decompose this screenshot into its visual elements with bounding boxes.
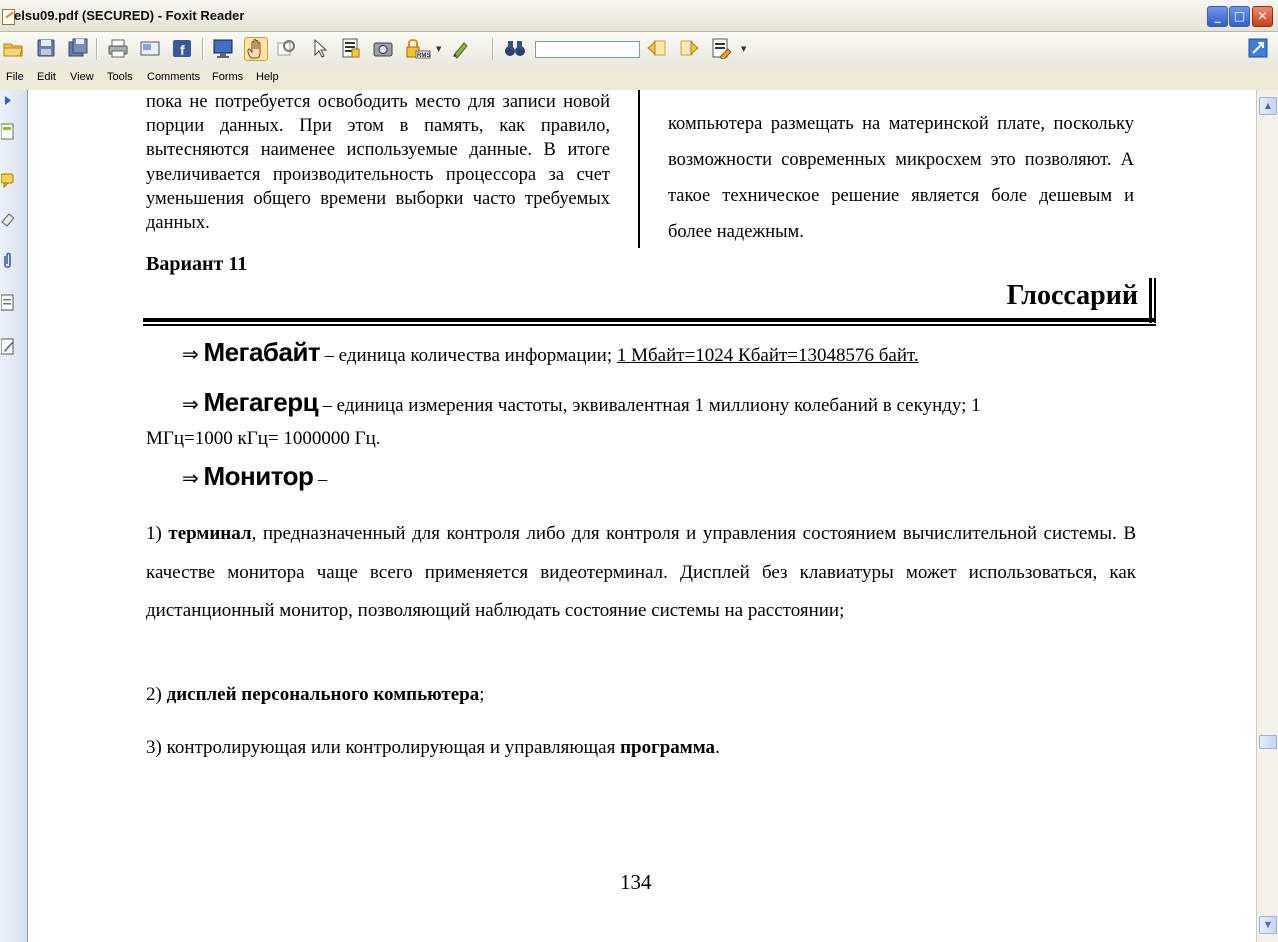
attachment-icon[interactable] bbox=[1, 252, 14, 269]
scroll-down-icon[interactable]: ▼ bbox=[1259, 916, 1277, 934]
find-prev-icon[interactable] bbox=[646, 37, 668, 59]
column-divider bbox=[638, 90, 640, 248]
select-arrow-icon[interactable] bbox=[308, 37, 330, 59]
glossary-entry-monitor bbox=[146, 461, 1136, 492]
document-icon[interactable] bbox=[1, 294, 14, 311]
glossary-entry-megahertz bbox=[146, 387, 1136, 418]
glossary-dash: – bbox=[318, 396, 337, 416]
vertical-scrollbar[interactable] bbox=[1256, 90, 1278, 942]
restore-icon[interactable] bbox=[1247, 37, 1269, 59]
glossary-dash: – bbox=[320, 346, 339, 366]
comments-icon[interactable] bbox=[1, 172, 14, 189]
find-binoculars-icon[interactable] bbox=[504, 37, 526, 59]
print-icon[interactable] bbox=[107, 37, 129, 59]
menu-comments[interactable]: Comments bbox=[147, 71, 201, 83]
close-button[interactable]: ✕ bbox=[1252, 6, 1273, 27]
right-column-text: компьютера размещать на материнской плате, поскольку возможности современных микросхем это позволяют. А такое техническое решение является боле дешевым и более надежным. bbox=[668, 114, 1134, 242]
glossary-term: Монитор bbox=[203, 461, 314, 491]
expand-panel-icon[interactable] bbox=[1, 94, 14, 111]
open-icon[interactable] bbox=[2, 37, 24, 59]
item-bold: терминал bbox=[168, 523, 252, 544]
minimize-button[interactable]: _ bbox=[1207, 6, 1228, 27]
side-panel bbox=[0, 90, 28, 942]
glossary-rule bbox=[143, 324, 1156, 326]
title-bar bbox=[0, 0, 1278, 32]
page-number: 134 bbox=[620, 870, 652, 894]
menu-file[interactable]: File bbox=[6, 71, 24, 83]
pdf-page bbox=[28, 90, 1256, 942]
snapshot-icon[interactable] bbox=[372, 37, 394, 59]
glossary-entry-megabyte bbox=[146, 337, 1136, 368]
item-text: , предназначенный для контроля либо для контроля и управления состоянием вычислительной системы. В качестве монитора чаще всего применяется видеотерминал. Дисплей без клавиатуры может использоваться, как дистанционный монитор, позволяющий наблюдать состояние системы на расстоянии; bbox=[146, 523, 1137, 621]
monitor-item-1 bbox=[146, 515, 1136, 631]
svg-text:f: f bbox=[180, 42, 185, 58]
text-select-icon[interactable] bbox=[340, 37, 362, 59]
hand-tool-icon[interactable] bbox=[244, 37, 268, 61]
item-prefix: 3) контролирующая или контролирующая и управляющая bbox=[146, 737, 621, 758]
variant-heading: Вариант 11 bbox=[146, 253, 248, 275]
menu-help[interactable]: Help bbox=[256, 71, 279, 83]
zoom-icon[interactable] bbox=[276, 37, 298, 59]
glossary-term: Мегабайт bbox=[203, 337, 321, 367]
glossary-border bbox=[1154, 278, 1156, 323]
menu-tools[interactable]: Tools bbox=[107, 71, 133, 83]
menu-forms[interactable]: Forms bbox=[212, 71, 244, 83]
glossary-dash: – bbox=[313, 470, 328, 490]
menu-bar bbox=[0, 68, 1278, 90]
glossary-border bbox=[1149, 278, 1152, 323]
glossary-definition: единица измерения частоты, эквивалентная 1 миллиону колебаний в секунду; 1 bbox=[336, 395, 981, 416]
item-text: ; bbox=[479, 684, 485, 705]
right-column bbox=[668, 106, 1134, 250]
glossary-definition-underlined: 1 Мбайт=1024 Кбайт=13048576 байт. bbox=[616, 345, 919, 366]
search-input[interactable] bbox=[535, 41, 640, 58]
item-prefix: 2) bbox=[146, 684, 167, 705]
window-title: elsu09.pdf (SECURED) - Foxit Reader bbox=[14, 8, 245, 23]
menu-view[interactable]: View bbox=[70, 71, 94, 83]
glossary-definition: единица количества информации; bbox=[338, 345, 617, 366]
eraser-icon[interactable] bbox=[1, 210, 14, 227]
scroll-up-icon[interactable]: ▲ bbox=[1259, 97, 1277, 115]
monitor-item-3 bbox=[146, 737, 1136, 759]
glossary-entry-continuation: МГц=1000 кГц= 1000000 Гц. bbox=[146, 428, 381, 449]
highlight-icon[interactable] bbox=[710, 37, 732, 59]
pages-icon[interactable] bbox=[1, 123, 14, 140]
save-icon[interactable] bbox=[35, 37, 57, 59]
toolbar-separator bbox=[492, 38, 494, 60]
left-column bbox=[146, 90, 610, 235]
save-all-icon[interactable] bbox=[67, 37, 89, 59]
rms-lock-icon[interactable] bbox=[404, 37, 431, 59]
scroll-thumb[interactable] bbox=[1259, 735, 1277, 749]
facebook-icon[interactable] bbox=[171, 37, 193, 59]
toolbar-separator bbox=[96, 38, 98, 60]
menu-edit[interactable]: Edit bbox=[37, 71, 56, 83]
item-prefix: 1) bbox=[146, 523, 169, 544]
fullscreen-icon[interactable] bbox=[212, 37, 234, 59]
toolbar-separator bbox=[202, 38, 204, 60]
document-view[interactable] bbox=[28, 90, 1256, 942]
arrow-icon: ⇒ bbox=[182, 342, 199, 366]
glossary-term: Мегагерц bbox=[203, 387, 319, 417]
item-bold: дисплей персонального компьютера bbox=[166, 684, 480, 705]
item-bold: программа bbox=[620, 737, 716, 758]
sign-pen-icon[interactable] bbox=[450, 37, 472, 59]
email-icon[interactable] bbox=[139, 37, 161, 59]
left-column-text: пока не потребуется освободить место для записи новой порции данных. При этом в память, как правило, вытесняются наименее используемые данные. В итоге увеличивается производительность процессора за счет уменьшения общего времени выборки часто требуемых данных. bbox=[146, 92, 610, 234]
maximize-button[interactable]: □ bbox=[1229, 6, 1250, 27]
find-next-icon[interactable] bbox=[678, 37, 700, 59]
chevron-down-icon[interactable]: ▼ bbox=[741, 45, 747, 53]
arrow-icon: ⇒ bbox=[182, 466, 199, 490]
glossary-rule bbox=[143, 318, 1156, 322]
toolbar bbox=[0, 32, 1278, 68]
monitor-item-2 bbox=[146, 684, 1136, 706]
item-text: . bbox=[715, 737, 720, 758]
signature-icon[interactable] bbox=[1, 338, 14, 355]
glossary-title: Глоссарий bbox=[1006, 280, 1138, 311]
rms-label: RMS bbox=[417, 53, 431, 59]
chevron-down-icon[interactable]: ▼ bbox=[436, 45, 442, 53]
arrow-icon: ⇒ bbox=[182, 392, 199, 416]
